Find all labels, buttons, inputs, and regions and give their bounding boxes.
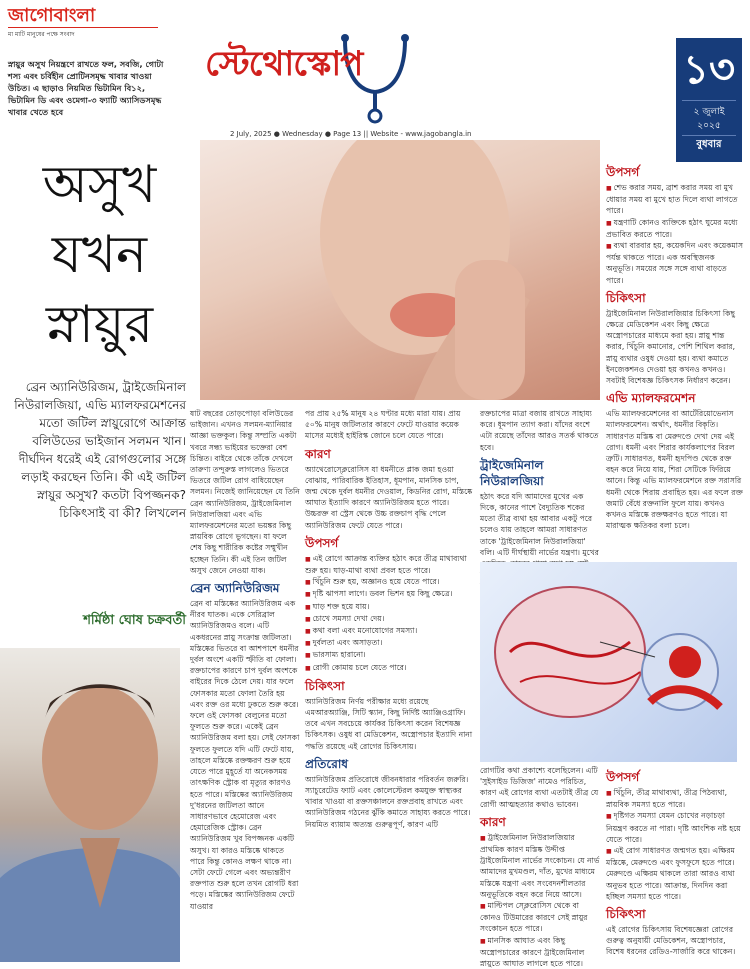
section-symptoms: উপসর্গ xyxy=(305,535,339,550)
list-item: ■ দৃষ্টি ঝাপসা লাগে। ডবল ভিশন হয় কিছু ক্ষেত্রে। xyxy=(305,588,473,600)
column-2 xyxy=(305,408,473,830)
section-brain-aneurysm: ব্রেন অ্যানিউরিজম xyxy=(190,581,280,596)
salman-khan-photo xyxy=(0,648,180,962)
column-4-top xyxy=(606,160,744,531)
section-cause: কারণ xyxy=(305,446,331,461)
list-item: ■ ভারসাম্য হারানো। xyxy=(305,649,473,661)
cause-body: অ্যাথেরোস্ক্লেরোসিস যা ধমনীতে প্লাক জমা হওয়া বোঝায়, পারিবারিক ইতিহাস, ধূমপান, মানসিক চাপ, জন্ম থেকে দুর্বল ধমনীর দেওয়াল, কিডনির রোগ, মস্তিষ্কে আঘাত ইত্যাদি কারণে অ্যানিউরিজম হতে পারে। উচ্চরক্ত বা স্ট্রেস থেকে উচ্চ রক্তচাপ বৃদ্ধি পেলে অ্যানিউরিজম ফেটে যেতে পারে। xyxy=(305,464,473,530)
logo-tagline: মা মাটি মানুষের পক্ষে সংবাদ xyxy=(8,27,158,40)
masthead xyxy=(205,30,545,120)
treatment-2-body: ট্রাইজেমিনাল নিউরালজিয়ার চিকিৎসা কিছু ক্ষেত্রে মেডিকেশন এবং কিছু ক্ষেত্রে অস্ত্রোপচারের মাধ্যমে করা হয়। স্নায়ু শান্ত করার, খিঁচুনি কমানোর, পেশি শিথিল করার, স্নায়ু ব্যথার ওষুধ দেওয়া হয়। ব্যথা কমাতে ইনজেকশনও দেওয়া হয় কখনও কখনও। সবটাই বিশেষজ্ঞ চিকিৎসক নির্ধারণ করেন। xyxy=(606,308,736,386)
list-item: ■ ট্রাইজেমিনাল নিউরালজিয়ার প্রাথমিক কারণ মস্তিষ্ক উদ্দীপ্ত ট্রাইজেমিনাল নার্ভের সংকোচন। যে নার্ভ আমাদের মুখমণ্ডল, দাঁত, মুখের মাধ্যমে মস্তিষ্কে যন্ত্রণা এবং সংবেদনশীলতার অনুভূতিকে বহন করে নিয়ে আসে। xyxy=(480,832,600,900)
list-item: ■ এই রোগ সাধারণত জন্মগত হয়। এক্ষিরম মস্তিষ্কে, মেরুদণ্ডে এবং ফুসফুসে হতে পারে। মেরুদণ্ডে এক্ষিরম থাকলে তারা আরও ব্যথা অনুভব হতে পারে। আক্রান্ত, দিনদিন করা হচ্ছিল সমস্যা হতে পারে। xyxy=(606,845,744,902)
list-item: ■ শেভ করার সময়, ব্রাশ করার সময় বা মুখ ধোয়ার সময় বা মুখে হাত দিলে ব্যথা লাগতে পারে। xyxy=(606,182,744,217)
masthead-title: স্টেথোস্কোপ xyxy=(205,44,363,84)
list-item: ■ দুর্বলতা এবং অসাড়তা। xyxy=(305,637,473,649)
list-item: ■ রোগী কোমায় চলে যেতে পারে। xyxy=(305,662,473,674)
page-weekday: বুধবার xyxy=(682,135,736,154)
column-3-bottom xyxy=(480,765,600,969)
brain-aneurysm-icon xyxy=(480,562,737,762)
list-item: ■ খিঁচুনি, তীব্র মাথাব্যথা, তীব্র পিঠব্যথা, স্নায়বিক সমস্যা হতে পারে। xyxy=(606,787,744,810)
section-cause-2: কারণ xyxy=(480,814,506,829)
list-item: ■ খিঁচুনি শুরু হয়, অজ্ঞানও হয়ে যেতে পারে। xyxy=(305,576,473,588)
trigeminal-body: হঠাৎ করে যদি আমাদের মুখের এক দিকে, কানের পাশে বৈদ্যুতিক শকের মতো তীব্র ব্যথা হয় আবার একটু পরে চলেও যায় তাহলে আমরা সাধারণত তাকে 'ট্রাইজেমিনাল নিউরালজিয়া' বলি। এটি দীর্ঘস্থায়ী নার্ভের যন্ত্রণা। মুখের xyxy=(480,491,599,557)
list-item: ■ যন্ত্রণাটি কোনও ব্যক্তিকে হঠাৎ ঘুমের মধ্যে প্রভাবিত করতে পারে। xyxy=(606,217,744,240)
section-symptoms-2: উপসর্গ xyxy=(606,165,640,179)
list-item: ■ চোখে সমস্যা দেখা দেয়। xyxy=(305,613,473,625)
logo-text: জাগোবাংলা xyxy=(8,5,96,26)
col3-top: রক্তচাপের মাত্রা বজায় রাখতে সাহায্য করে। ধূমপান ত্যাগ করা। যাঁদের বংশে এটা রয়েছে তাঁদের আরও সতর্ক থাকতে হবে। xyxy=(480,409,599,452)
headline-line-2: যখন xyxy=(51,225,148,285)
diet-tip: স্নায়ুর অসুখ নিয়ন্ত্রণে রাখতে ফল, সবজি, গোটা শস্য এবং চর্বিহীন প্রোটিনসমৃদ্ধ খাবার খাওয়া উচিত। এ ছাড়াও নিয়মিত ভিটামিন বি১২, ভিটামিন ডি এবং ওমেগা-৩ ফ্যাটি অ্যাসিডসমৃদ্ধ খাবার খেতে হবে xyxy=(8,59,164,117)
page-number: ১৩ xyxy=(683,47,735,93)
list-item: ■ ঘাড় শক্ত হয়ে যায়। xyxy=(305,601,473,613)
treatment-body: অ্যানিউরিজম নির্ণয় পরীক্ষার মধ্যে রয়েছে এমআরঅ্যাঞ্জি, সিটি স্ক্যান, কিছু নির্দিষ্ট অ্যাঞ্জিওগ্রাফি। তবে এখন সবচেয়ে কার্যকর চিকিৎসা করেন বিশেষজ্ঞ চিকিৎসক। ওষুধ বা মেডিকেশন, অস্ত্রোপচার ইত্যাদি নানা পদ্ধতি রয়েছে এই রোগের চিকিৎসায়। xyxy=(305,696,473,751)
newspaper-logo[interactable] xyxy=(8,6,158,40)
section-avm: এভি ম্যালফরমেশন xyxy=(606,391,696,406)
section-treatment: চিকিৎসা xyxy=(305,678,345,693)
jaw-pain-illustration xyxy=(200,140,600,400)
byline: শর্মিষ্ঠা ঘোষ চক্রবর্তী xyxy=(83,613,186,628)
section-treatment-2: চিকিৎসা xyxy=(606,290,646,305)
list-item: ■ এই রোগে আক্রান্ত ব্যক্তির হঠাৎ করে তীব্র মাথাব্যথা শুরু হয়। ঘাড়-মাথা ব্যথা প্রবল হতে পারে। xyxy=(305,553,473,576)
treatment-3-body: এই রোগের চিকিৎসায় বিশেষজ্ঞেরা রোগের গুরুত্ব অনুযায়ী মেডিকেশন, অস্ত্রোপচার, বিশেষ ধরনের রেডিও-সার্জারি করে থাকেন। xyxy=(606,925,736,957)
article-deck: ব্রেন অ্যানিউরিজম, ট্রাইজেমিনাল নিউরালজিয়া, এভি ম্যালফরমেশনের মতো জটিল স্নায়ুরোগে আক্রান্ত বলিউডের ভাইজান সলমন খান। দীর্ঘদিন ধরেই এই রোগগুলোর সঙ্গে লড়াই করছেন তিনি। কী এই জটিল স্নায়ুর অসুখ? কতটা বিপজ্জনক? চিকিৎসাই বা কী? লিখলেন xyxy=(14,380,186,520)
col3-bottom: রোগটির কথা প্রকাশ্যে বলেছিলেন। এটি 'সুইসাইড ডিজিজ' নামেও পরিচিত, কারণ এই রোগের ব্যথা এতটাই তীব্র যে রোগী আত্মহত্যার কথাও ভাবেন। xyxy=(480,766,599,809)
aneurysm-body: ব্রেন বা মস্তিষ্কের অ্যানিউরিজম এক নীরব ঘাতক। একে সেরিব্রাল অ্যানিউরিজমও বলে। এটি একধরনের স্নায়ু সংক্রান্ত জটিলতা। মস্তিষ্কের ভিতরে বা আশপাশে ধমনীর দুর্বল অংশে একটি স্ফীতি বা ফোলা। রক্তচাপের কারণে চাপ দুর্বল অংশকে বাইরের দিকে ঠেলে দেয়। যার ফলে ফোসকার মতো ফোলা তৈরি হয় এবং রক্ত ওর মধ্যে ঢুকতে শুরু করে। ফলে ওই ফোসকা বেলুনের মতো ফুলতে শুরু করে। একেই ব্রেন অ্যানিউরিজম বলা হয়। সেই ফোসকা ফুলতে ফুলতে যদি এটি ফেটে যায়, তাহলে মস্তিষ্কে রক্তক্ষরণ শুরু হয়ে যেতে পারে মুহূর্তে যা অনেকসময় তাৎক্ষণিক স্ট্রোক বা মৃত্যুর কারণও হতে পারে। মস্তিষ্কের অ্যানিউরিজম দু'ধরনের জটিলতা আনে সাধারণভাবে হেমোরেজ এবং হেমারেজিক স্ট্রোক। ব্রেন অ্যানিউরিজম খুব বিপজ্জনক একটি অসুখ। যা কারও মস্তিষ্কে থাকতে পারে কিন্তু কোনও লক্ষণ থাকে না। সেটা ফেটে গেলে এবং অভ্যন্তরীণ রক্তপাত শুরু হলে তখন রোগটি ধরা পড়ে। মস্তিষ্কের অ্যানিউরিজম ফেটে যাওয়ার xyxy=(190,599,300,911)
list-item: ■ ব্যথা বারবার হয়, কয়েকদিন এবং কয়েকমাস পর্যন্ত থাকতে পারে। এক অবস্থিজনক অনুভূতি। সময়ের সঙ্গে সঙ্গে ব্যথা বাড়তে পারে। xyxy=(606,240,744,286)
list-item: ■ মাল্টিপল স্ক্লেরোসিস থেকে বা কোনও টিউমারের কারণে সেই স্নায়ুর সংকোচন হতে পারে। xyxy=(480,900,600,935)
headline-line-3: স্নায়ুর xyxy=(45,295,154,355)
list-item: ■ দৃষ্টিগত সমস্যা যেমন চোখের নড়াচড়া নিয়ন্ত্রণ করতে না পারা। দৃষ্টি আংশিক নষ্ট হয়ে যেতে পারে। xyxy=(606,810,744,845)
column-1 xyxy=(190,408,300,912)
dateline: 2 July, 2025 ● Wednesday ● Page 13 || Website - www.jagobangla.in xyxy=(230,130,472,138)
col2-top: পর প্রায় ২৫% মানুষ ২৪ ঘণ্টার মধ্যে মারা যায়। প্রায় ৫০% মানুষ জটিলতার কারণে ফেটে যাওয়ার কয়েক মাসের মধ্যেই হাইরিস্ক জোনে চলে যেতে পারে। xyxy=(305,409,461,441)
jaw-pain-photo xyxy=(200,140,600,400)
section-symptoms-3: উপসর্গ xyxy=(606,770,640,784)
section-prevention: প্রতিরোধ xyxy=(305,756,349,771)
headline-line-1: অসুখ xyxy=(42,155,157,215)
list-item: ■ কথা বলা এবং মনোযোগের সমস্যা। xyxy=(305,625,473,637)
prevention-body: অ্যানিউরিজম প্রতিরোধে জীবনধারার পরিবর্তন জরুরি। স্যাচুরেটেড ফ্যাট এবং কোলেস্টেরল কমযুক্ত স্বাস্থ্যকর খাবার খাওয়া বা রক্তসঞ্চালনে রক্তপ্রবাহ রাখতে এবং অ্যানিউরিজম গঠনের ঝুঁকি কমাতে সাহায্য করতে পারে। নিয়মিত ব্যায়াম অত্যন্ত গুরুত্বপূর্ণ, কারণ এটি xyxy=(305,774,471,829)
page-number-box xyxy=(676,38,742,162)
column-4-bottom xyxy=(606,765,744,958)
list-item: ■ মানসিক আঘাত এবং কিছু অস্ত্রোপচারের কারণে ট্রাইজেমিনাল স্নায়ুতে আঘাত লাগলে হতে পারে। xyxy=(480,935,600,969)
section-trigeminal: ট্রাইজেমিনাল নিউরালজিয়া xyxy=(480,457,544,488)
brain-illustration xyxy=(480,562,737,762)
portrait-illustration xyxy=(0,648,180,962)
avm-body: এভি ম্যালফরমেশনের বা আর্টেরিয়োভেনাস ম্যালফরমেশন। অর্থাৎ, ধমনীর বিকৃতি। সাধারণত মস্তিষ্ক বা মেরুদণ্ডে দেখা দেয় এই রোগ। ধমনী এবং শিরার কার্যকলাপের বিরল ত্রুটি। সাধারণত, ধমনী হৃদপিণ্ড থেকে রক্ত বহন করে নিয়ে যায়, শিরা সেটিকে ফিরিয়ে আনে। কিন্তু এভি ম্যালফরমেশনে রক্ত সরাসরি ধমনী থেকে শিরায় প্রবাহিত হয়। এর ফলে রক্ত জমাট বেঁধে রক্তনালি ফুলে যায়। কখনও কখনও মস্তিষ্কে রক্তক্ষরণও হতে পারে। যা মারাত্মক ক্ষতিকর বলা চলে। xyxy=(606,409,743,531)
intro-paragraph: ষাট বছরের তোড়পোড়া বলিউডের ভাইজান। এখনও সলমন-ম্যানিয়ার আজ্ঞা ভক্তকুল। কিন্তু সম্প্রতি একটা খবরে সন্ধ্য ভাইয়ের ভক্তেরা বেশ চিন্তিত। বাইরে থেকে তাঁকে দেখলে তারুণ্য তন্দুরুস্ত লাগলেও ভিতরে ভিতরে জটিল রোগ বাধিয়েছেন সলমন। নিজেই জানিয়েছেন যে তিনি ব্রেন অ্যানিউরিজম, ট্রাইজেমিনাল নিউরালজিয়া এবং এভি ম্যালফরমেশনের মতো ভয়ঙ্কর কিছু স্নায়বিক রোগে ভুগছেন। যা ফলে শেষ কিছু শারীরিক কষ্টের সম্মুখীন হচ্ছেন তিনি। কী এই তিন জটিল অসুখ জেনে নেওয়া যাক। xyxy=(190,409,300,575)
headline xyxy=(12,150,187,360)
section-treatment-3: চিকিৎসা xyxy=(606,907,646,922)
page-date: ২ জুলাই ২০২৫ xyxy=(682,100,736,133)
